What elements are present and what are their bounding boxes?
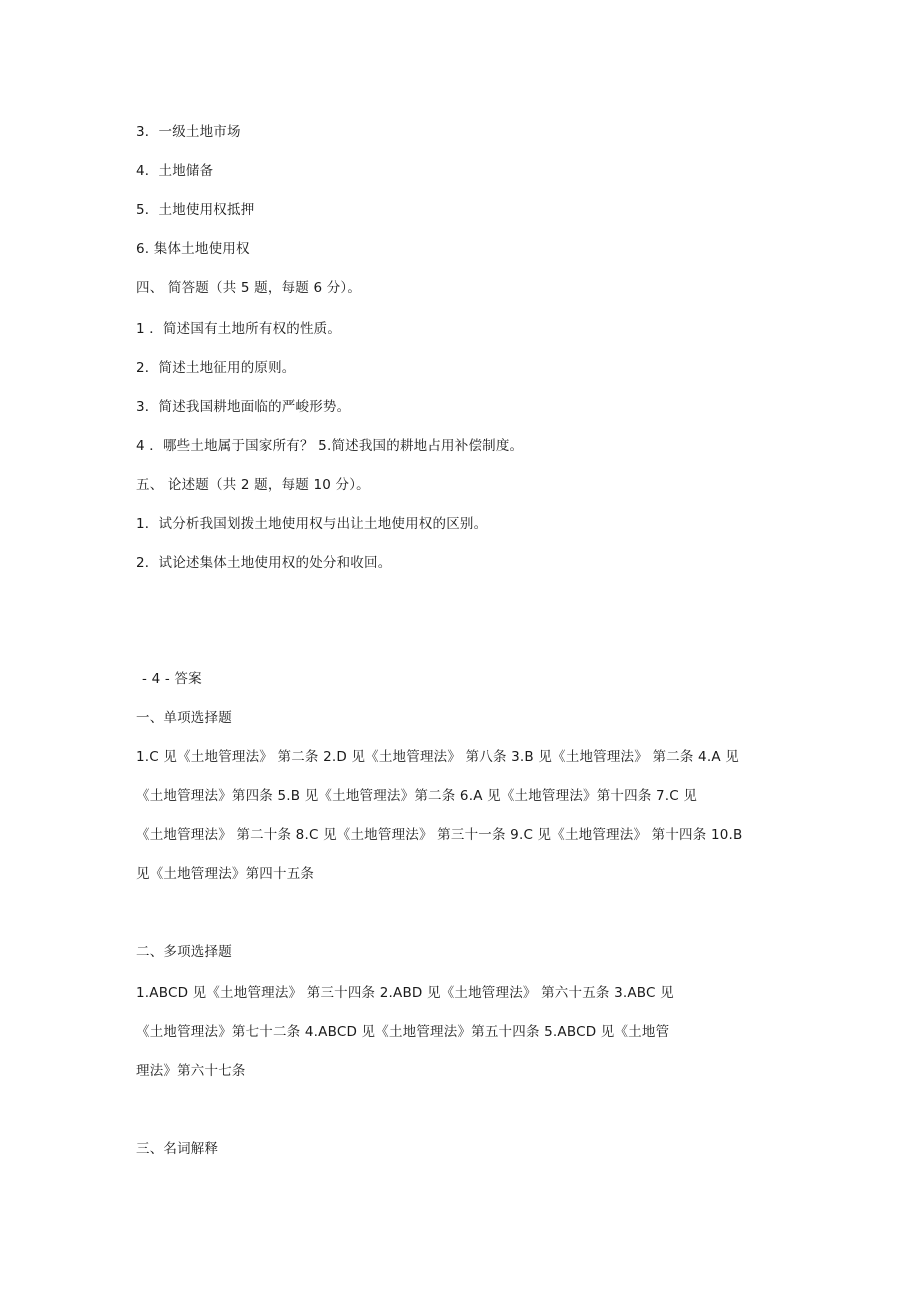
answer-section-2-line: 《土地管理法》第七十二条 4.ABCD 见《土地管理法》第五十四条 5.ABCD 见《土地管 [136,1024,670,1040]
essay-q2: 2．试论述集体土地使用权的处分和收回。 [136,555,392,571]
short-answer-q3: 3．简述我国耕地面临的严峻形势。 [136,399,351,415]
answer-section-1-line: 见《土地管理法》第四十五条 [136,866,315,882]
short-answer-q1: 1 ．简述国有土地所有权的性质。 [136,321,342,337]
answer-section-1-line: 《土地管理法》第四条 5.B 见《土地管理法》第二条 6.A 见《土地管理法》第十四条 7.C 见 [136,788,698,804]
answer-section-1-line: 1.C 见《土地管理法》 第二条 2.D 见《土地管理法》 第八条 3.B 见《土地管理法》 第二条 4.A 见 [136,749,739,765]
section-4-heading: 四、 简答题（共 5 题，每题 6 分）。 [136,280,362,296]
essay-q1: 1．试分析我国划拨土地使用权与出让土地使用权的区别。 [136,516,488,532]
answer-section-3-heading: 三、名词解释 [136,1141,219,1157]
question-5-term: 5．土地使用权抵押 [136,202,255,218]
question-4-term: 4．土地储备 [136,163,214,179]
question-3-term: 3．一级土地市场 [136,124,241,140]
answer-section-2-heading: 二、多项选择题 [136,944,232,960]
page-marker-answers: - 4 - 答案 [142,671,202,687]
question-6-term: 6. 集体土地使用权 [136,241,250,257]
section-5-heading: 五、 论述题（共 2 题，每题 10 分）。 [136,477,370,493]
answer-section-2-line: 1.ABCD 见《土地管理法》 第三十四条 2.ABD 见《土地管理法》 第六十五条 3.ABC 见 [136,985,674,1001]
answer-section-1-heading: 一、单项选择题 [136,710,232,726]
answer-section-1-line: 《土地管理法》 第二十条 8.C 见《土地管理法》 第三十一条 9.C 见《土地管理法》 第十四条 10.B [136,827,743,843]
short-answer-q4-q5: 4 ．哪些土地属于国家所有？ 5.简述我国的耕地占用补偿制度。 [136,438,524,454]
answer-section-2-line: 理法》第六十七条 [136,1063,246,1079]
short-answer-q2: 2．简述土地征用的原则。 [136,360,296,376]
